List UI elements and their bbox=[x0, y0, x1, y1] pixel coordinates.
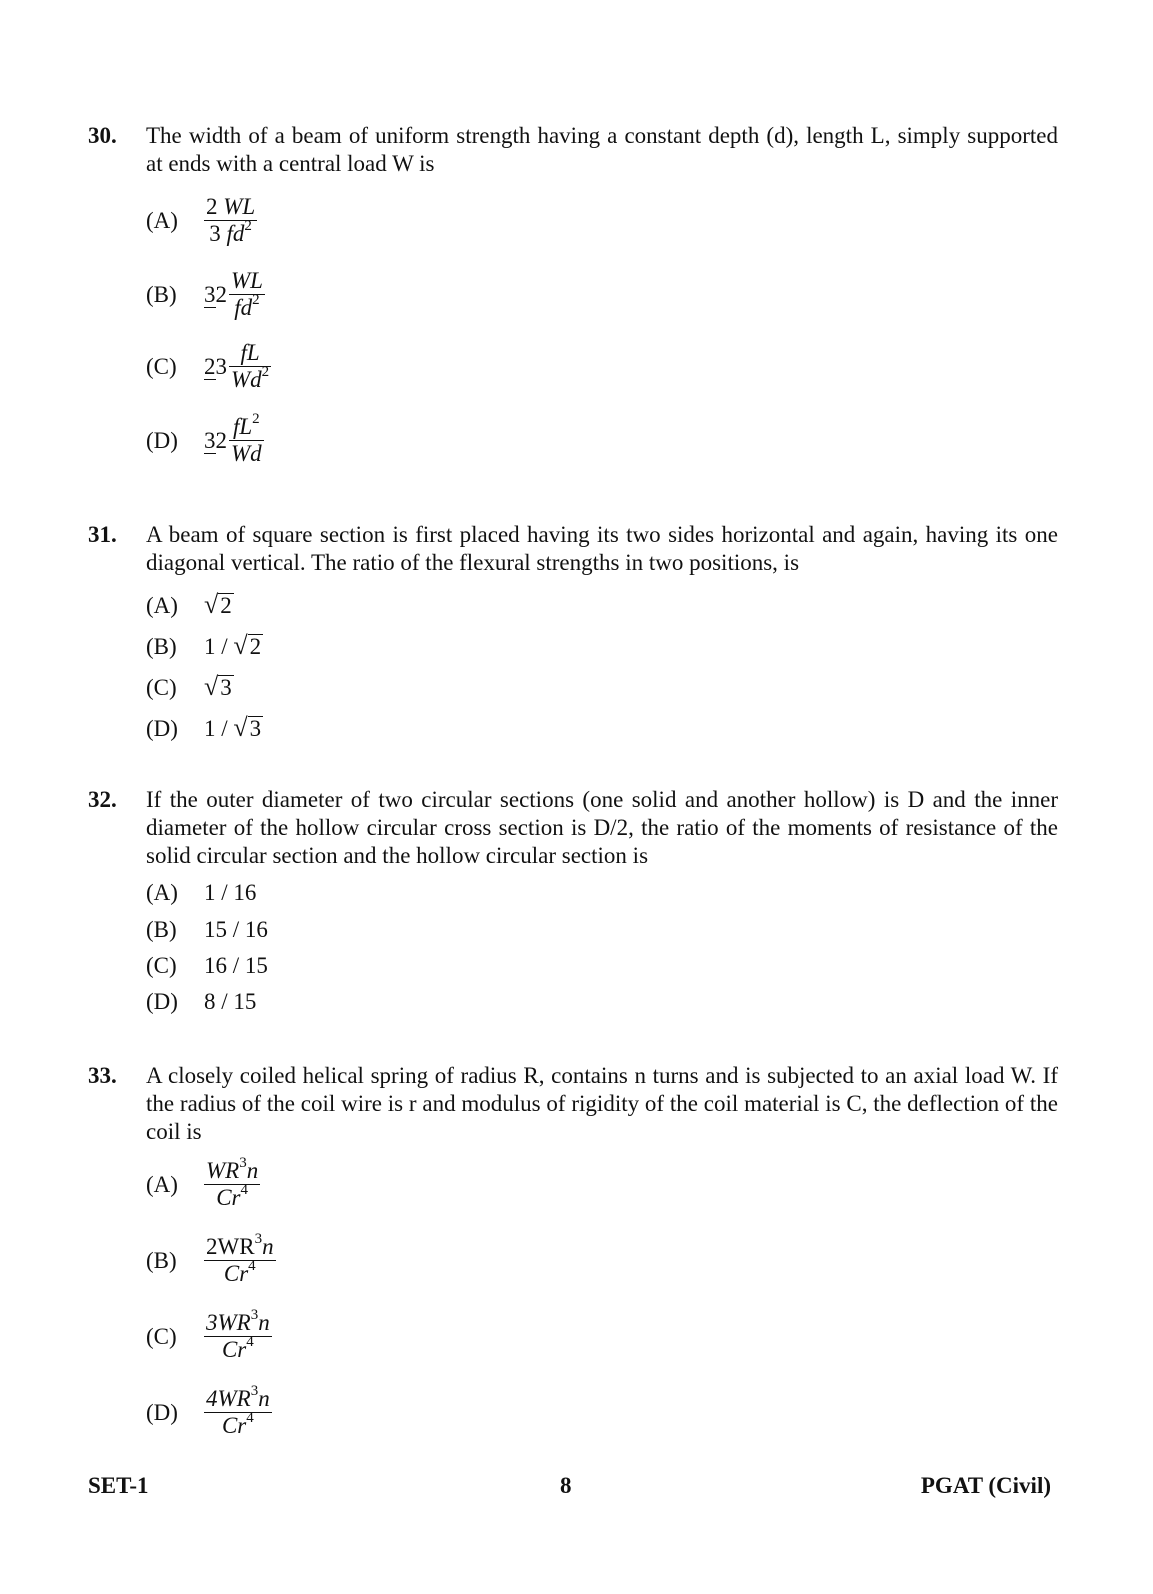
formula: $\frac{4WR^3n}{Cr^4}$ bbox=[206, 1383, 270, 1438]
option-a[interactable] bbox=[146, 879, 256, 907]
option-c[interactable] bbox=[146, 340, 271, 393]
question-text: If the outer diameter of two circular sections (one solid and another hollow) is D and the inner diameter of the hollow circular cross section is D/2, the ratio of the moments of resistance of the solid circular section and the hollow circular section is bbox=[146, 787, 1058, 868]
formula: $\frac{2WR^3n}{Cr^4}$ bbox=[206, 1231, 274, 1286]
option-label: (C) bbox=[146, 1323, 177, 1349]
option-label: (D) bbox=[146, 989, 178, 1014]
footer-exam-title: PGAT (Civil) bbox=[920, 1473, 1051, 1498]
option-label: (A) bbox=[146, 207, 178, 233]
option-b[interactable] bbox=[146, 916, 268, 944]
square-root: √3 bbox=[233, 713, 262, 742]
option-label: (B) bbox=[146, 634, 177, 659]
option-label: (A) bbox=[146, 880, 178, 905]
square-root: √3 bbox=[204, 672, 232, 701]
formula: $\frac{fL}{Wd^2}$ bbox=[231, 340, 270, 392]
coefficient: 32 bbox=[204, 427, 227, 453]
option-label: (D) bbox=[146, 716, 178, 741]
question-32 bbox=[88, 786, 1058, 1014]
option-label: (C) bbox=[146, 675, 177, 700]
option-label: (C) bbox=[146, 953, 177, 978]
option-b[interactable] bbox=[146, 268, 265, 321]
option-label: (D) bbox=[146, 1399, 178, 1425]
option-value: 1 / 16 bbox=[204, 880, 257, 905]
option-c[interactable] bbox=[146, 952, 268, 980]
option-d[interactable] bbox=[146, 1383, 272, 1439]
coefficient: 23 bbox=[204, 353, 227, 379]
square-root: √2 bbox=[233, 631, 262, 660]
option-a[interactable] bbox=[146, 1155, 260, 1211]
footer-page-number: 8 bbox=[560, 1473, 572, 1498]
option-label: (A) bbox=[146, 593, 178, 618]
formula: $\frac{WR^3n}{Cr^4}$ bbox=[206, 1155, 259, 1210]
option-d[interactable]: (D) 1 / √3 bbox=[146, 713, 262, 742]
question-number: 31. bbox=[88, 522, 117, 547]
question-33 bbox=[88, 1062, 1058, 1438]
option-label: (C) bbox=[146, 353, 177, 379]
option-b[interactable]: (B) 1 / √2 bbox=[146, 631, 262, 660]
option-c[interactable] bbox=[146, 673, 234, 702]
option-d[interactable] bbox=[146, 411, 264, 467]
question-number: 33. bbox=[88, 1063, 117, 1088]
option-c[interactable] bbox=[146, 1307, 272, 1363]
formula: $\frac{fL^2}{Wd}$ bbox=[231, 411, 262, 466]
option-label: (D) bbox=[146, 427, 178, 453]
formula: $\frac{2 WL}{3 fd^2}$ bbox=[206, 194, 256, 246]
option-value: 15 / 16 bbox=[204, 917, 268, 942]
formula: $\frac{WL}{fd^2}$ bbox=[231, 268, 263, 320]
option-label: (A) bbox=[146, 1171, 178, 1197]
option-value: 16 / 15 bbox=[204, 953, 268, 978]
square-root: √2 bbox=[204, 590, 232, 619]
coefficient: 32 bbox=[204, 281, 227, 307]
option-label: (B) bbox=[146, 281, 177, 307]
question-number: 32. bbox=[88, 787, 117, 812]
option-value: 8 / 15 bbox=[204, 989, 257, 1014]
question-text: The width of a beam of uniform strength having a constant depth (d), length L, simply supported at ends with a central load W is bbox=[146, 123, 1058, 176]
formula: $\frac{3WR^3n}{Cr^4}$ bbox=[206, 1307, 270, 1362]
question-31 bbox=[88, 521, 1058, 742]
footer-set: SET-1 bbox=[88, 1473, 149, 1498]
option-b[interactable] bbox=[146, 1231, 276, 1287]
question-number: 30. bbox=[88, 123, 117, 148]
option-label: (B) bbox=[146, 917, 177, 942]
question-text: A beam of square section is first placed having its two sides horizontal and again, having its one diagonal vertical. The ratio of the flexural strengths in two positions, is bbox=[146, 522, 1058, 575]
option-d[interactable] bbox=[146, 988, 256, 1016]
option-a[interactable] bbox=[146, 194, 257, 247]
option-label: (B) bbox=[146, 1247, 177, 1273]
question-text: A closely coiled helical spring of radius R, contains n turns and is subjected to an axial load W. If the radius of the coil wire is r and modulus of rigidity of the coil material is C, the deflection of the coil is bbox=[146, 1063, 1058, 1144]
option-a[interactable] bbox=[146, 591, 234, 620]
question-30 bbox=[88, 122, 1058, 466]
